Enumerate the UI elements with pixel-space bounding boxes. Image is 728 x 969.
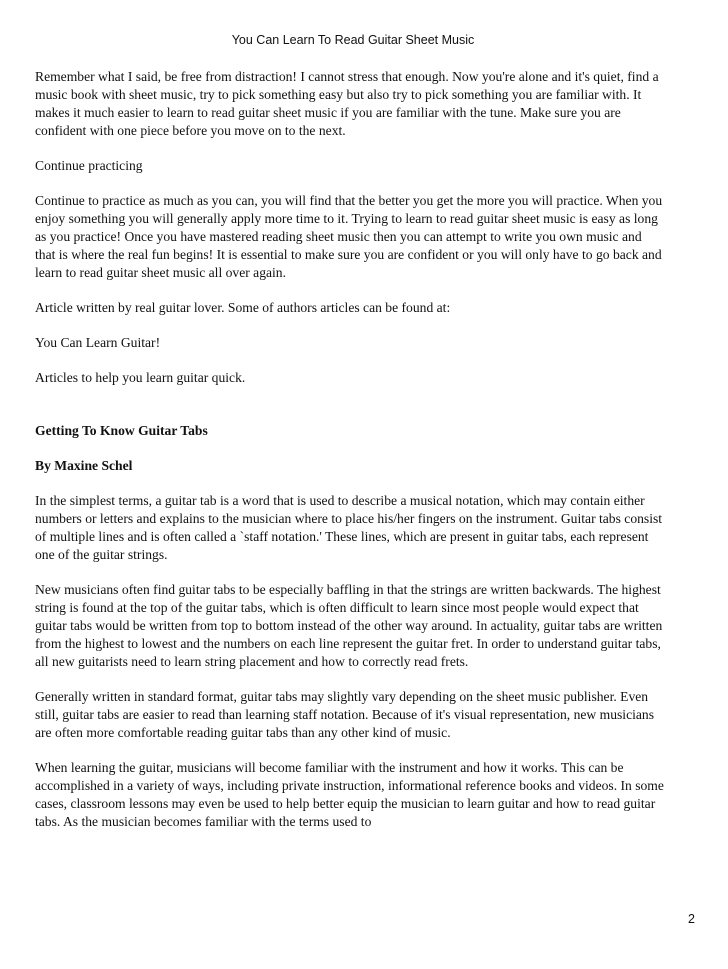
page-header-title: You Can Learn To Read Guitar Sheet Music [231,33,475,47]
article-paragraph: New musicians often find guitar tabs to be especially baffling in that the strings are written backwards. The highest string is found at the top of the guitar tabs, which is often difficult to learn since most people would expect that guitar tabs would be written from top to bottom instead of the other way around. In actuality, guitar tabs are written from the highest to lowest and the numbers on each line represent the guitar fret. In order to understand guitar tabs, all new guitarists need to learn string placement and how to correctly read frets. [35,582,663,669]
paragraph-practice: Continue to practice as much as you can, you will find that the better you get the more you will practice. When you enjoy something you will generally apply more time to it. Trying to learn to read guitar sheet music is easy as long as you practice! Once you have mastered reading sheet music then you can attempt to write you own music and that is where the real fun begins! It is essential to make sure you are confident or you will only have to go back and learn to read guitar sheet music all over again. [35,193,663,280]
subheading-continue-practicing: Continue practicing [35,158,143,173]
article-paragraph: In the simplest terms, a guitar tab is a word that is used to describe a musical notation, which may contain either numbers or letters and explains to the musician where to place his/her fingers on the instrument. Guitar tabs consist of multiple lines and is often called a `staff notation.' These lines, which are present in guitar tabs, each represent one of the guitar strings. [35,493,663,562]
paragraph-author-note: Article written by real guitar lover. Some of authors articles can be found at: [35,300,451,315]
page-number: 2 [688,912,695,926]
article-byline: By Maxine Schel [35,458,133,473]
document-body [35,68,665,848]
article-paragraph: Generally written in standard format, guitar tabs may slightly vary depending on the sheet music publisher. Even still, guitar tabs are easier to read than learning staff notation. Because of it's visual representation, new musicians are often more comfortable reading guitar tabs than any other kind of music. [35,689,655,740]
link-text-articles: Articles to help you learn guitar quick. [35,370,246,385]
paragraph-intro: Remember what I said, be free from distraction! I cannot stress that enough. Now you're alone and it's quiet, find a music book with sheet music, try to pick something easy but also try to pick something you are familiar with. It makes it much easier to learn to read guitar sheet music if you are familiar with the tune. Make sure you are confident with one piece before you move on to the next. [35,69,659,138]
article-paragraph: When learning the guitar, musicians will become familiar with the instrument and how it works. This can be accomplished in a variety of ways, including private instruction, informational reference books and videos. In some cases, classroom lessons may even be used to help better equip the musician to learn guitar and how to read guitar tabs. As the musician becomes familiar with the terms used to [35,760,664,829]
link-text-learn-guitar: You Can Learn Guitar! [35,335,161,350]
article-title: Getting To Know Guitar Tabs [35,423,208,438]
